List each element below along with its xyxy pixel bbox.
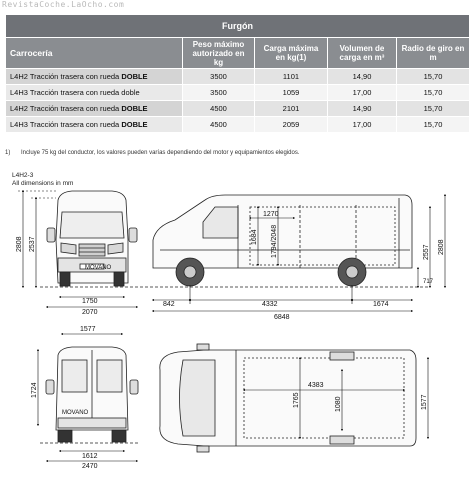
dim-top-width-between-arches: 1080	[335, 396, 342, 412]
dim-rear-step: 717	[423, 279, 434, 285]
dim-front-width: 2070	[82, 309, 98, 316]
dim-side-height-h2: 2557	[423, 244, 430, 260]
cell-model: L4H3 Tracción trasera con rueda DOBLE	[6, 117, 183, 133]
footnote-index: 1)	[5, 150, 11, 156]
dim-top-rear-door-width: 1577	[421, 394, 428, 410]
cell-radius: 15,70	[397, 69, 470, 85]
cell-model: L4H2 Tracción trasera con rueda DOBLE	[6, 69, 183, 85]
dim-cargo-height-h2: 1684	[251, 229, 258, 245]
dim-front-track: 1750	[82, 298, 98, 305]
cell-weight: 3500	[183, 69, 255, 85]
cell-volume: 14,90	[328, 69, 397, 85]
cell-radius: 15,70	[397, 117, 470, 133]
cell-radius: 15,70	[397, 101, 470, 117]
front-view	[40, 191, 140, 287]
rear-view	[40, 347, 140, 443]
watermark: RevistaCoche.LaOcho.com	[2, 0, 125, 9]
top-view	[160, 344, 416, 452]
header-carga-maxima: Carga máxima en kg(1)	[255, 38, 328, 69]
dim-front-height-h2: 2537	[29, 236, 36, 252]
header-carroceria: Carrocería	[6, 38, 183, 69]
dim-cargo-width: 1270	[263, 211, 279, 218]
table-title: Furgón	[6, 15, 470, 38]
units-note: All dimensions in mm	[12, 180, 74, 187]
model-code: L4H2-3	[12, 172, 34, 179]
dim-cargo-height-h3: 1794/2048	[271, 224, 278, 258]
cell-load: 2059	[255, 117, 328, 133]
dim-rear-track: 1612	[82, 453, 98, 460]
cell-model: L4H2 Tracción trasera con rueda DOBLE	[6, 101, 183, 117]
side-view	[140, 195, 430, 287]
header-volumen: Volumen de carga en m³	[328, 38, 397, 69]
cell-volume: 17,00	[328, 117, 397, 133]
cell-load: 1101	[255, 69, 328, 85]
cell-weight: 3500	[183, 85, 255, 101]
footnote-text: Incluye 75 kg del conductor, los valores pueden varías dependiendo del motor y equipamientos elegidos.	[21, 150, 300, 156]
header-radio-giro: Radio de giro en m	[397, 38, 470, 69]
header-peso-maximo: Peso máximo autorizado en kg	[183, 38, 255, 69]
dim-wheelbase: 4332	[262, 301, 278, 308]
cell-volume: 14,90	[328, 101, 397, 117]
dim-length: 6848	[274, 314, 290, 321]
cell-weight: 4500	[183, 101, 255, 117]
dim-top-width-rear-axle: 1765	[293, 392, 300, 408]
dim-front-height-h3: 2808	[16, 236, 23, 252]
cell-volume: 17,00	[328, 85, 397, 101]
dim-front-overhang: 842	[163, 301, 175, 308]
front-badge: MOVANO	[85, 265, 112, 271]
dim-rear-door-width: 1577	[80, 326, 96, 333]
dim-rear-overhang: 1674	[373, 301, 389, 308]
cell-load: 1059	[255, 85, 328, 101]
dim-top-cargo-length: 4383	[308, 382, 324, 389]
dim-rear-width: 2470	[82, 463, 98, 470]
cell-radius: 15,70	[397, 85, 470, 101]
dim-side-height-h3: 2808	[438, 239, 445, 255]
cell-weight: 4500	[183, 117, 255, 133]
cell-model: L4H3 Tracción trasera con rueda doble	[6, 85, 183, 101]
dim-rear-door-height: 1724	[31, 382, 38, 398]
rear-badge: MOVANO	[62, 410, 89, 416]
cell-load: 2101	[255, 101, 328, 117]
